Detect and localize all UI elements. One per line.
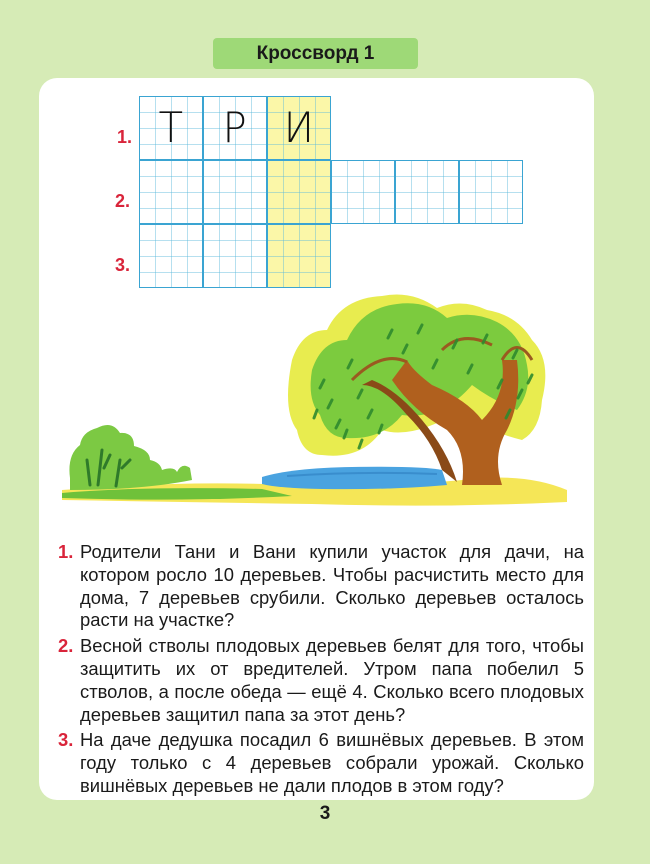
crossword-cell[interactable] [331,160,395,224]
crossword-letter: Т [158,103,184,152]
page-number: 3 [319,803,331,824]
page-title-text: Кроссворд 1 [256,42,375,64]
crossword-cell-highlighted[interactable] [267,160,331,224]
crossword-letter: И [283,103,315,152]
crossword-cell[interactable] [459,160,523,224]
page-title [213,38,418,69]
crossword-cell[interactable] [139,160,203,224]
word-problems [58,541,584,801]
problem-number: 1. [58,541,74,562]
problem-number: 3. [58,729,74,751]
crossword-cell-highlighted[interactable] [267,224,331,288]
crossword-letter: Р [222,103,248,152]
crossword-cell[interactable] [203,160,267,224]
problem-text: Весной стволы плодовых деревьев белят для того, чтобы защитить их от вредителей. Утром папа побелил 5 стволов, а после обеда — ещё 4. Сколько всего плодовых деревьев защитил папа за этот день? [80,635,584,725]
crossword-cell[interactable] [395,160,459,224]
crossword-row-label-1: 1. [117,127,133,147]
crossword-cell-highlighted[interactable] [267,96,331,160]
crossword-cell[interactable] [139,224,203,288]
crossword-row-label-2: 2. [115,191,131,211]
crossword-cell[interactable] [203,96,267,160]
problem-1 [58,541,584,632]
crossword-cell[interactable] [139,96,203,160]
crossword-row-label-3: 3. [115,255,131,275]
willow-tree-illustration [62,290,567,510]
problem-3 [58,729,584,797]
crossword-cell[interactable] [203,224,267,288]
problem-number: 2. [58,635,74,657]
problem-text: Родители Тани и Вани купили участок для дачи, на котором росло 10 деревьев. Чтобы расчистить место для дома, 7 деревьев срубили. Сколько деревьев осталось расти на участке? [80,541,584,631]
problem-text: На даче дедушка посадил 6 вишнёвых деревьев. В этом году только с 4 деревьев собрали урожай. Сколько вишнёвых деревьев не дали плодов в этом году? [80,729,584,796]
problem-2 [58,635,584,726]
